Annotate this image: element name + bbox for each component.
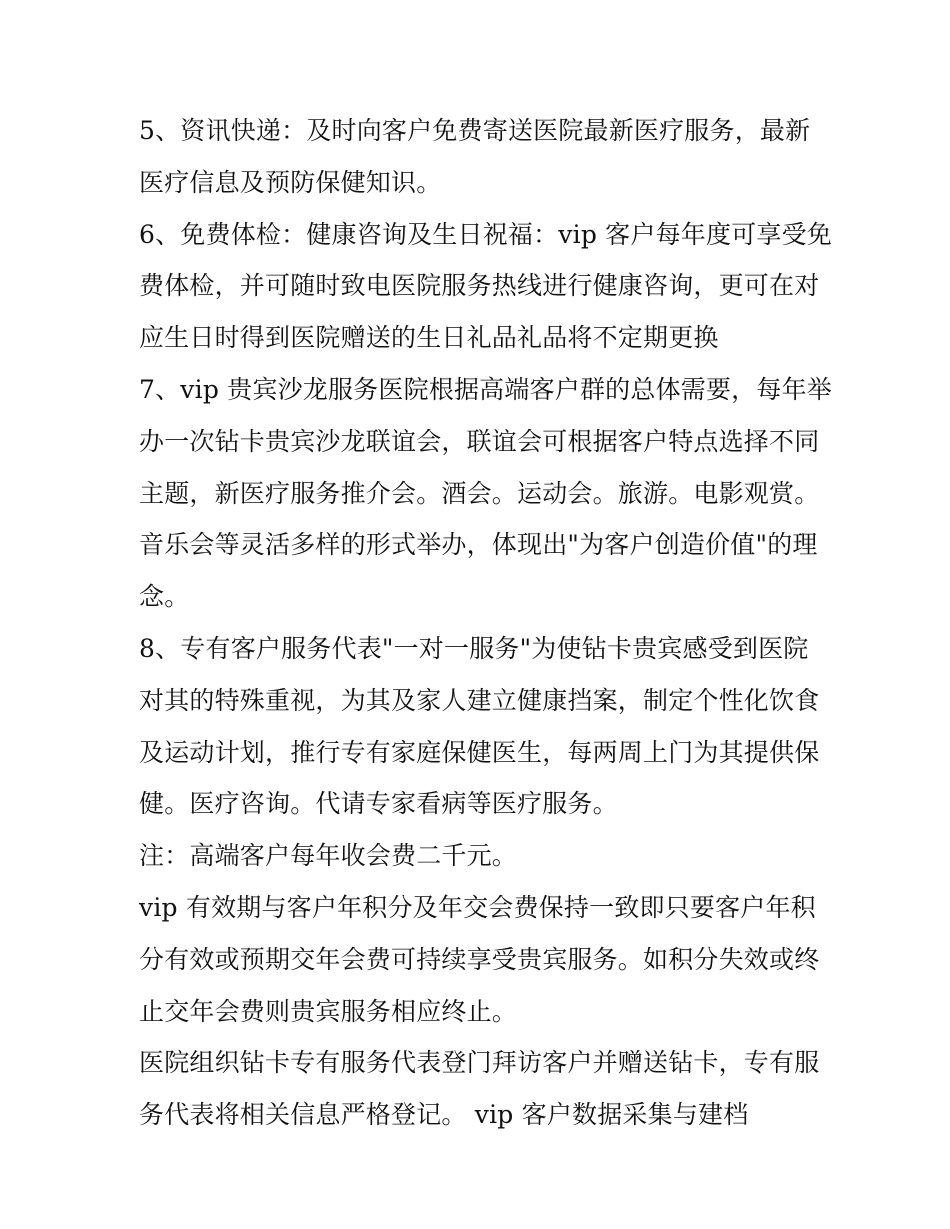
text-line: 念。: [139, 582, 190, 612]
text-line: 及运动计划，推行专有家庭保健医生，每两周上门为其提供保: [139, 737, 820, 767]
paragraph-6-free-checkup: [139, 209, 832, 364]
text-line: vip 有效期与客户年积分及年交会费保持一致即只要客户年积: [139, 892, 816, 922]
text-line: 医院组织钻卡专有服务代表登门拜访客户并赠送钻卡，专有服: [139, 1048, 820, 1078]
paragraph-vip-validity: [139, 882, 819, 1037]
paragraph-8-dedicated-representative: [139, 623, 819, 830]
text-line: 务代表将相关信息严格登记。 vip 客户数据采集与建档: [139, 1100, 749, 1130]
text-line: 办一次钻卡贵宾沙龙联谊会，联谊会可根据客户特点选择不同: [139, 426, 820, 456]
text-line: 应生日时得到医院赠送的生日礼品礼品将不定期更换: [139, 323, 719, 353]
text-line: 费体检，并可随时致电医院服务热线进行健康咨询，更可在对: [139, 271, 820, 301]
text-line: 6、免费体检：健康咨询及生日祝福：vip 客户每年度可享受免: [139, 219, 832, 249]
paragraph-note-annual-fee: [139, 830, 819, 882]
text-line: 5、资讯快递：及时向客户免费寄送医院最新医疗服务，最新: [139, 116, 811, 145]
document-body: [139, 105, 832, 1141]
paragraph-7-vip-salon: [139, 364, 832, 623]
text-line: 健。医疗咨询。代请专家看病等医疗服务。: [139, 789, 618, 819]
text-line: 8、专有客户服务代表"一对一服务"为使钻卡贵宾感受到医院: [139, 633, 809, 663]
text-line: 医疗信息及预防保健知识。: [139, 167, 442, 197]
paragraph-5-news-express: [139, 105, 819, 209]
text-line: 分有效或预期交年会费可持续享受贵宾服务。如积分失效或终: [139, 944, 820, 974]
text-line: 主题，新医疗服务推介会。酒会。运动会。旅游。电影观赏。: [139, 478, 820, 508]
text-line: 注：高端客户每年收会费二千元。: [139, 841, 518, 871]
text-line: 止交年会费则贵宾服务相应终止。: [139, 996, 518, 1026]
text-line: 对其的特殊重视，为其及家人建立健康挡案，制定个性化饮食: [139, 685, 820, 715]
text-line: 音乐会等灵活多样的形式举办，体现出"为客户创造价值"的理: [139, 530, 818, 560]
text-line: 7、vip 贵宾沙龙服务医院根据高端客户群的总体需要，每年举: [139, 374, 832, 404]
paragraph-visit-registration: [139, 1037, 819, 1141]
